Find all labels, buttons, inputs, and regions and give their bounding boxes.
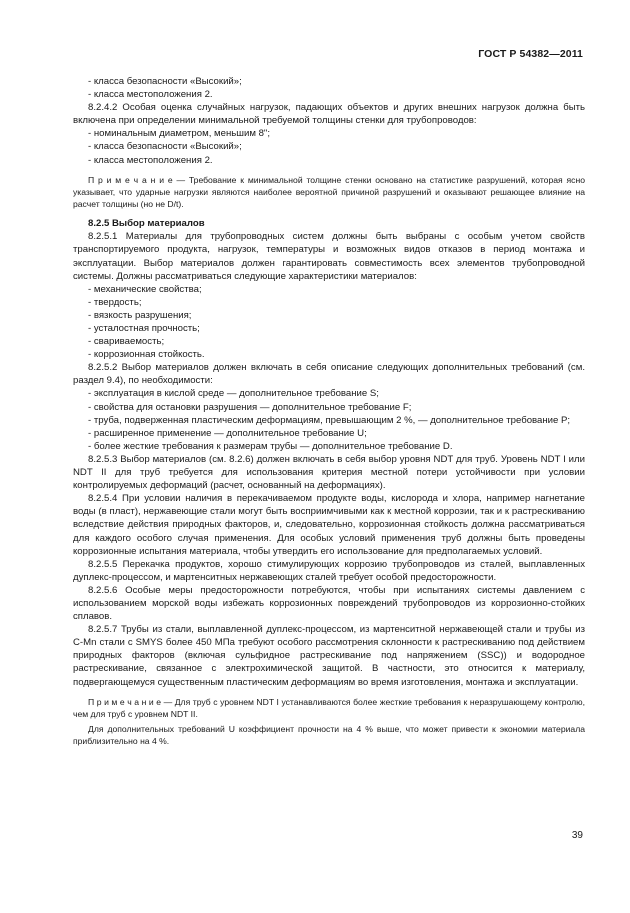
note-text: — Требование к минимальной толщине стенки основано на статистике разрушений, которая ясно указывает, что ударные нагрузки являются наиболее вероятной причиной разрушений и оказывают решающее влияние на расчет толщины (но не D/t). bbox=[73, 174, 585, 210]
paragraph-8-2-5-3: 8.2.5.3 Выбор материалов (см. 8.2.6) должен включать в себя выбор уровня NDT для труб. Уровень NDT I или NDT II для труб требуется для использования критерия местной потери устойчивости при условии контролируемых деформаций (расчет, основанный на деформациях). bbox=[73, 453, 585, 492]
list-item: - класса безопасности «Высокий»; bbox=[88, 141, 242, 153]
list-item: - более жесткие требования к размерам трубы — дополнительное требование D. bbox=[88, 440, 453, 452]
list-item: - класса местоположения 2. bbox=[88, 154, 213, 166]
list-item: - коррозионная стойкость. bbox=[88, 349, 205, 361]
paragraph-8-2-5-2: 8.2.5.2 Выбор материалов должен включать в себя описание следующих дополнительных требований (см. раздел 9.4), по необходимости: bbox=[73, 362, 585, 387]
section-heading-8-2-5: 8.2.5 Выбор материалов bbox=[88, 218, 205, 230]
list-item: - твердость; bbox=[88, 296, 142, 308]
note-ndt bbox=[73, 696, 585, 720]
paragraph-8-2-5-5: 8.2.5.5 Перекачка продуктов, хорошо стимулирующих коррозию трубопроводов из сталей, выплавленных дуплекс-процессом, и мартенситных нержавеющих сталей требует особой предосторожности. bbox=[73, 558, 585, 583]
list-item: - расширенное применение — дополнительное требование U; bbox=[88, 427, 367, 439]
paragraph-8-2-5-7: 8.2.5.7 Трубы из стали, выплавленной дуплекс-процессом, из мартенситной нержавеющей стали и трубы из C-Mn стали с SMYS более 450 МПа требуют особого рассмотрения склонности к растрескиванию под действием природных факторов (включая сульфидное растрескивание под напряжением (SSC)) и водородное растрескивание, связанное с электрохимической защитой. В частности, это относится к материалу, подвергающемуся существенным пластическим деформациям во время изготовления, монтажа и эксплуатации. bbox=[73, 624, 585, 688]
paragraph-8-2-5-6: 8.2.5.6 Особые меры предосторожности потребуются, чтобы при испытаниях системы давлением с использованием морской воды избежать коррозионных повреждений трубопроводов из коррозионно-стойких сплавов. bbox=[73, 584, 585, 623]
list-item: - усталостная прочность; bbox=[88, 323, 200, 335]
document-standard-header: ГОСТ Р 54382—2011 bbox=[478, 48, 583, 60]
paragraph-8-2-4-2: 8.2.4.2 Особая оценка случайных нагрузок, падающих объектов и других внешних нагрузок должна быть включена при определении минимальной требуемой толщины стенки для трубопроводов: bbox=[73, 102, 585, 127]
note-label: П р и м е ч а н и е bbox=[88, 696, 162, 707]
list-item: - класса местоположения 2. bbox=[88, 89, 213, 101]
list-item: - механические свойства; bbox=[88, 283, 202, 295]
list-item: - свойства для остановки разрушения — дополнительное требование F; bbox=[88, 401, 412, 413]
note-label: П р и м е ч а н и е bbox=[88, 174, 173, 185]
list-item: - класса безопасности «Высокий»; bbox=[88, 76, 242, 87]
note-text: — Для труб с уровнем NDT I устанавливаются более жесткие требования к неразрушающему контролю, чем для труб с уровнем NDT II. bbox=[73, 696, 586, 719]
list-item: - вязкость разрушения; bbox=[88, 309, 192, 321]
list-item: - свариваемость; bbox=[88, 336, 165, 348]
list-item: - эксплуатация в кислой среде — дополнительное требование S; bbox=[88, 388, 379, 400]
list-item: - труба, подверженная пластическим деформациям, превышающим 2 %, — дополнительное требование P; bbox=[88, 414, 571, 426]
page-body bbox=[73, 75, 585, 747]
note-additional-u: Для дополнительных требований U коэффициент прочности на 4 % выше, что может привести к экономии материала приблизительно на 4 %. bbox=[73, 724, 585, 747]
note-wall-thickness bbox=[73, 174, 585, 211]
list-item: - номинальным диаметром, меньшим 8"; bbox=[88, 128, 270, 140]
paragraph-8-2-5-1: 8.2.5.1 Материалы для трубопроводных систем должны быть выбраны с особым учетом свойств транспортируемого продукта, нагрузок, температуры и возможных видов отказов в период монтажа и эксплуатации. Выбор материалов должен гарантировать совместимость всех элементов трубопроводной системы. Должны рассматриваться следующие характеристики материалов: bbox=[73, 231, 585, 282]
page-number: 39 bbox=[571, 830, 583, 841]
paragraph-8-2-5-4: 8.2.5.4 При условии наличия в перекачиваемом продукте воды, кислорода и хлора, например нагнетание воды (в пласт), нержавеющие стали могут быть восприимчивыми как к местной коррозии, так и к растрескиванию вследствие действия природных факторов, и, следовательно, коррозионная стойкость должна рассматриваться для каждого особого случая применения. Для особых условий применения труб должны быть проведены коррозионные испытания материала, чтобы утвердить его использование для предполагаемых условий. bbox=[73, 493, 585, 557]
